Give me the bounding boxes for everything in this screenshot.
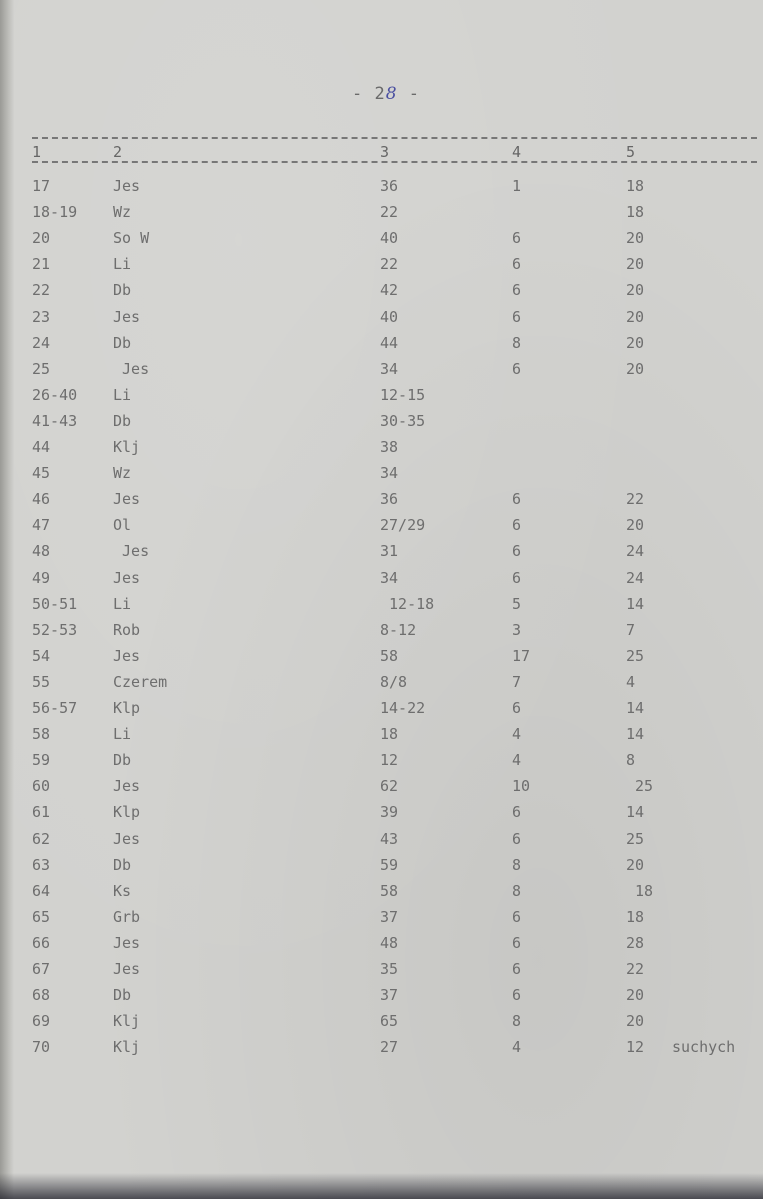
cell-col-5: 20	[626, 281, 645, 300]
cell-col-5: 24	[626, 542, 645, 561]
cell-col-1: 22	[32, 281, 51, 300]
cell-col-2: Db	[113, 411, 132, 430]
cell-col-1: 48	[32, 542, 51, 561]
cell-col-3: 14-22	[380, 699, 426, 717]
cell-col-3: 37	[380, 907, 399, 926]
table-row	[0, 177, 763, 203]
cell-col-1: 47	[32, 516, 51, 535]
cell-col-3: 34	[380, 359, 399, 378]
cell-col-3: 36	[380, 177, 399, 195]
table-row	[0, 1012, 763, 1038]
cell-col-4: 10	[512, 777, 531, 796]
cell-col-4: 6	[512, 229, 522, 248]
cell-col-2: So W	[113, 229, 150, 248]
cell-col-5: 25	[626, 777, 654, 796]
cell-col-2: Ks	[113, 881, 132, 900]
cell-col-4: 6	[512, 803, 522, 822]
cell-col-4: 6	[512, 255, 522, 274]
cell-col-1: 41-43	[32, 411, 78, 430]
cell-col-4: 6	[512, 907, 522, 926]
cell-col-5: 20	[626, 307, 645, 326]
cell-col-4: 6	[512, 359, 522, 378]
cell-col-3: 30-35	[380, 411, 426, 430]
cell-col-1: 65	[32, 907, 51, 926]
cell-col-3: 44	[380, 333, 399, 352]
cell-col-2: Jes	[113, 177, 141, 195]
scan-bottom-shadow	[0, 1173, 763, 1199]
header-bottom-rule	[32, 161, 757, 163]
cell-col-4: 6	[512, 829, 522, 848]
cell-col-1: 25	[32, 359, 51, 378]
cell-col-1: 23	[32, 307, 51, 326]
table-row	[0, 934, 763, 960]
table-row	[0, 882, 763, 908]
cell-col-4: 8	[512, 333, 522, 352]
cell-col-5: 14	[626, 803, 645, 822]
table-row	[0, 438, 763, 464]
table-row	[0, 595, 763, 621]
cell-col-1: 46	[32, 490, 51, 509]
cell-col-3: 58	[380, 881, 399, 900]
column-header-5: 5	[626, 143, 636, 161]
cell-col-2: Ol	[113, 516, 132, 535]
cell-col-2: Jes	[113, 568, 141, 587]
cell-col-1: 21	[32, 255, 51, 274]
cell-col-5: 20	[626, 229, 645, 248]
cell-col-1: 50-51	[32, 594, 78, 613]
cell-col-5: 14	[626, 699, 645, 717]
table-row	[0, 542, 763, 568]
cell-col-5: 20	[626, 255, 645, 274]
table-row	[0, 360, 763, 386]
cell-col-1: 60	[32, 777, 51, 796]
table-row	[0, 621, 763, 647]
cell-col-2: Jes	[113, 646, 141, 665]
cell-col-5: 14	[626, 725, 645, 744]
cell-col-5: 28	[626, 933, 645, 952]
table-row	[0, 960, 763, 986]
cell-col-3: 40	[380, 307, 399, 326]
column-header-4: 4	[512, 143, 522, 161]
cell-col-4: 6	[512, 307, 522, 326]
table-row	[0, 777, 763, 803]
cell-col-3: 37	[380, 986, 399, 1005]
cell-col-3: 65	[380, 1012, 399, 1031]
cell-col-3: 18	[380, 725, 399, 744]
cell-col-1: 66	[32, 933, 51, 952]
cell-col-4: 6	[512, 516, 522, 535]
cell-col-5: 8	[626, 751, 636, 770]
table-row	[0, 856, 763, 882]
table-row	[0, 725, 763, 751]
cell-col-4: 6	[512, 542, 522, 561]
cell-col-3: 38	[380, 438, 399, 456]
cell-col-2: Jes	[113, 359, 150, 378]
cell-col-2: Klj	[113, 1012, 141, 1031]
cell-col-2: Rob	[113, 620, 141, 639]
cell-col-3: 35	[380, 960, 399, 978]
page-number: - 28 -	[352, 84, 421, 104]
cell-col-1: 58	[32, 725, 51, 744]
cell-col-2: Li	[113, 255, 132, 274]
cell-col-4: 5	[512, 594, 522, 613]
cell-col-5: 18	[626, 177, 645, 195]
cell-col-5: 22	[626, 960, 645, 978]
cell-col-1: 49	[32, 568, 51, 587]
table-row	[0, 386, 763, 412]
cell-col-4: 3	[512, 620, 522, 639]
cell-col-1: 69	[32, 1012, 51, 1031]
cell-col-2: Jes	[113, 829, 141, 848]
cell-col-5: 12	[626, 1038, 645, 1057]
cell-col-5: 20	[626, 333, 645, 352]
cell-col-4: 7	[512, 672, 522, 691]
cell-col-5: 20	[626, 1012, 645, 1031]
cell-col-1: 24	[32, 333, 51, 352]
cell-col-1: 44	[32, 438, 51, 456]
table-row	[0, 516, 763, 542]
cell-col-1: 63	[32, 855, 51, 874]
cell-col-5: 18	[626, 907, 645, 926]
cell-col-2: Wz	[113, 464, 132, 483]
cell-col-2: Db	[113, 751, 132, 770]
table-row	[0, 803, 763, 829]
column-header-2: 2	[113, 143, 123, 161]
column-header-1: 1	[32, 143, 42, 161]
cell-col-3: 36	[380, 490, 399, 509]
cell-col-4: 4	[512, 1038, 522, 1057]
cell-col-3: 34	[380, 464, 399, 483]
cell-col-4: 8	[512, 855, 522, 874]
cell-col-1: 68	[32, 986, 51, 1005]
cell-col-5: 25	[626, 829, 645, 848]
cell-col-5: 20	[626, 359, 645, 378]
cell-col-2: Klj	[113, 1038, 141, 1057]
cell-col-3: 22	[380, 203, 399, 222]
cell-col-2: Jes	[113, 307, 141, 326]
table-row	[0, 986, 763, 1012]
table-row	[0, 830, 763, 856]
table-row	[0, 281, 763, 307]
cell-col-1: 56-57	[32, 699, 78, 717]
cell-col-4: 6	[512, 568, 522, 587]
row-note: suchych	[672, 1038, 736, 1057]
cell-col-2: Jes	[113, 542, 150, 561]
cell-col-2: Jes	[113, 490, 141, 509]
cell-col-4: 6	[512, 986, 522, 1005]
cell-col-3: 59	[380, 855, 399, 874]
table-row	[0, 464, 763, 490]
table-row	[0, 751, 763, 777]
cell-col-5: 7	[626, 620, 636, 639]
handwritten-digit: 8	[385, 84, 398, 104]
table-row	[0, 490, 763, 516]
cell-col-5: 24	[626, 568, 645, 587]
table-row	[0, 308, 763, 334]
cell-col-4: 17	[512, 646, 531, 665]
cell-col-5: 20	[626, 516, 645, 535]
table-row	[0, 1038, 763, 1064]
cell-col-3: 22	[380, 255, 399, 274]
cell-col-2: Klj	[113, 438, 141, 456]
cell-col-5: 4	[626, 672, 636, 691]
cell-col-2: Jes	[113, 960, 141, 978]
cell-col-4: 4	[512, 751, 522, 770]
cell-col-1: 52-53	[32, 620, 78, 639]
table-row	[0, 699, 763, 725]
cell-col-1: 64	[32, 881, 51, 900]
cell-col-2: Db	[113, 855, 132, 874]
table-row	[0, 412, 763, 438]
cell-col-4: 6	[512, 699, 522, 717]
table-row	[0, 229, 763, 255]
cell-col-2: Db	[113, 333, 132, 352]
cell-col-2: Db	[113, 986, 132, 1005]
table-row	[0, 334, 763, 360]
cell-col-3: 12-18	[380, 594, 435, 613]
cell-col-2: Wz	[113, 203, 132, 222]
cell-col-2: Grb	[113, 907, 141, 926]
cell-col-3: 27	[380, 1038, 399, 1057]
cell-col-1: 45	[32, 464, 51, 483]
cell-col-4: 6	[512, 960, 522, 978]
cell-col-1: 26-40	[32, 385, 78, 404]
cell-col-5: 25	[626, 646, 645, 665]
cell-col-3: 8-12	[380, 620, 417, 639]
cell-col-1: 20	[32, 229, 51, 248]
cell-col-5: 18	[626, 203, 645, 222]
cell-col-2: Klp	[113, 803, 141, 822]
cell-col-2: Li	[113, 594, 132, 613]
table-row	[0, 673, 763, 699]
cell-col-3: 58	[380, 646, 399, 665]
cell-col-3: 34	[380, 568, 399, 587]
cell-col-4: 6	[512, 281, 522, 300]
cell-col-3: 27/29	[380, 516, 426, 535]
cell-col-3: 43	[380, 829, 399, 848]
table-row	[0, 647, 763, 673]
cell-col-5: 20	[626, 855, 645, 874]
cell-col-3: 12	[380, 751, 399, 770]
cell-col-2: Jes	[113, 933, 141, 952]
cell-col-1: 17	[32, 177, 51, 195]
cell-col-1: 18-19	[32, 203, 78, 222]
cell-col-3: 8/8	[380, 672, 408, 691]
cell-col-1: 62	[32, 829, 51, 848]
column-header-3: 3	[380, 143, 390, 161]
cell-col-2: Db	[113, 281, 132, 300]
cell-col-3: 42	[380, 281, 399, 300]
cell-col-3: 39	[380, 803, 399, 822]
header-top-rule	[32, 137, 757, 139]
cell-col-2: Li	[113, 385, 132, 404]
table-row	[0, 255, 763, 281]
cell-col-4: 8	[512, 881, 522, 900]
cell-col-1: 70	[32, 1038, 51, 1057]
cell-col-3: 31	[380, 542, 399, 561]
cell-col-1: 55	[32, 672, 51, 691]
cell-col-3: 62	[380, 777, 399, 796]
cell-col-5: 14	[626, 594, 645, 613]
cell-col-2: Jes	[113, 777, 141, 796]
cell-col-3: 48	[380, 933, 399, 952]
cell-col-5: 18	[626, 881, 654, 900]
cell-col-4: 1	[512, 177, 522, 195]
cell-col-5: 22	[626, 490, 645, 509]
table-row	[0, 908, 763, 934]
cell-col-3: 12-15	[380, 385, 426, 404]
cell-col-2: Li	[113, 725, 132, 744]
cell-col-4: 8	[512, 1012, 522, 1031]
cell-col-3: 40	[380, 229, 399, 248]
cell-col-4: 6	[512, 490, 522, 509]
table-row	[0, 569, 763, 595]
cell-col-1: 59	[32, 751, 51, 770]
cell-col-1: 54	[32, 646, 51, 665]
cell-col-4: 6	[512, 933, 522, 952]
table-row	[0, 203, 763, 229]
cell-col-5: 20	[626, 986, 645, 1005]
cell-col-2: Klp	[113, 699, 141, 717]
cell-col-1: 67	[32, 960, 51, 978]
cell-col-4: 4	[512, 725, 522, 744]
cell-col-1: 61	[32, 803, 51, 822]
cell-col-2: Czerem	[113, 672, 168, 691]
